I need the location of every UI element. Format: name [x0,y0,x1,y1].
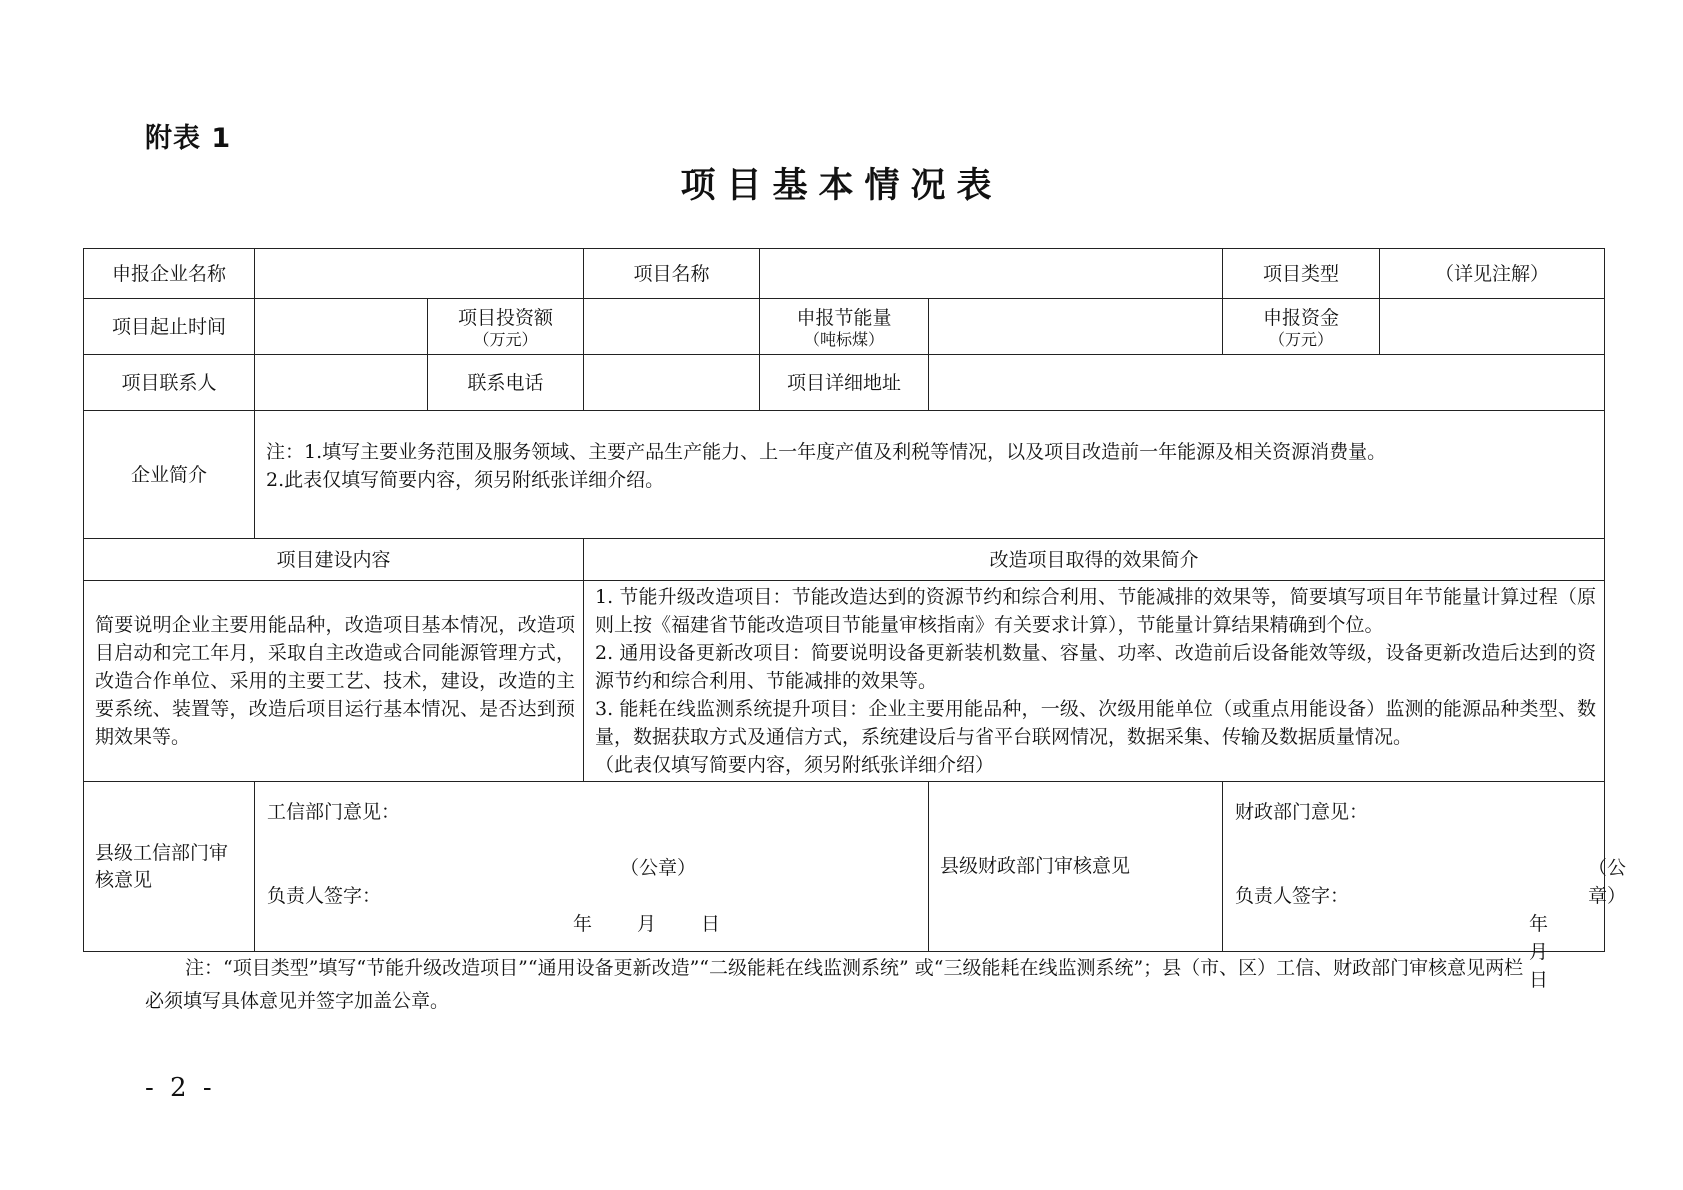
company-name-label: 申报企业名称 [84,249,255,299]
finance-date-year: 年 [1529,913,1549,935]
finance-date-day: 日 [1529,969,1549,991]
footnote-text: 注：“项目类型”填写“节能升级改造项目”“通用设备更新改造”“二级能耗在线监测系统” 或“三级能耗在线监测系统”；县（市、区）工信、财政部门审核意见两栏必须填写具体意见并签字加盖公章。 [145,957,1524,1012]
company-intro-field[interactable] [255,411,1605,539]
industry-date-month: 月 [637,913,657,935]
industry-date-day: 日 [701,913,721,935]
finance-seal: （公章） [1588,857,1627,907]
energy-saving-label-cell [760,299,929,355]
address-label: 项目详细地址 [760,355,929,411]
energy-saving-label: 申报节能量 [796,306,892,329]
company-intro-label: 企业简介 [84,411,255,539]
investment-label: 项目投资额 [457,306,553,329]
construction-content-field[interactable] [84,581,584,782]
energy-saving-unit: （吨标煤） [803,329,884,349]
effect-item-3: 3. 能耗在线监测系统提升项目：企业主要用能品种，一级、次级用能单位（或重点用能设备）监测的能源品种类型、数量，数据获取方式及通信方式，系统建设后与省平台联网情况，数据采集、传输及数据质量情况。 [595,698,1596,748]
project-type-label: 项目类型 [1223,249,1380,299]
intro-note-line1: 注：1.填写主要业务范围及服务领域、主要产品生产能力、上一年度产值及利税等情况，以及项目改造前一年能源及相关资源消费量。 [266,440,1387,463]
company-name-field[interactable] [255,249,584,299]
contact-person-label: 项目联系人 [84,355,255,411]
address-field[interactable] [929,355,1605,411]
intro-note-line2: 2.此表仅填写简要内容，须另附纸张详细介绍。 [266,468,665,491]
funding-label-cell [1223,299,1380,355]
construction-content-text: 简要说明企业主要用能品种，改造项目基本情况，改造项目启动和完工年月，采取自主改造或合同能源管理方式，改造合作单位、采用的主要工艺、技术，建设，改造的主要系统、装置等，改造后项目运行基本情况、是否达到预期效果等。 [95,614,575,748]
footnote [145,952,1535,1018]
industry-date-year: 年 [573,913,593,935]
project-type-field[interactable]: （详见注解） [1380,249,1605,299]
funding-unit: （万元） [1268,329,1333,349]
effect-summary-header: 改造项目取得的效果简介 [584,539,1605,581]
project-name-label: 项目名称 [584,249,760,299]
page-title: 项目基本情况表 [680,166,1003,206]
investment-unit: （万元） [473,329,538,349]
industry-signature-label: 负责人签字： [267,885,382,907]
annex-label: 附表 1 [145,123,232,154]
finance-date-month: 月 [1529,941,1549,963]
effect-summary-field[interactable] [584,581,1605,782]
finance-date [1529,910,1604,994]
funding-label: 申报资金 [1262,306,1339,329]
effect-item-1: 1. 节能升级改造项目：节能改造达到的资源节约和综合利用、节能减排的效果等，简要填写项目年节能量计算过程（原则上按《福建省节能改造项目节能量审核指南》有关要求计算），节能量计算结果精确到个位。 [595,586,1596,636]
effect-item-4: （此表仅填写简要内容，须另附纸张详细介绍） [595,754,995,776]
energy-saving-field[interactable] [929,299,1223,355]
investment-label-cell [428,299,584,355]
project-name-field[interactable] [760,249,1223,299]
industry-review-field[interactable] [255,782,929,952]
funding-field[interactable] [1380,299,1605,355]
phone-field[interactable] [584,355,760,411]
project-period-label: 项目起止时间 [84,299,255,355]
industry-seal: （公章） [620,857,697,879]
industry-review-label: 县级工信部门审核意见 [84,782,255,952]
finance-opinion-label: 财政部门意见： [1235,801,1369,823]
investment-field[interactable] [584,299,760,355]
industry-date [573,910,720,938]
finance-review-label: 县级财政部门审核意见 [929,782,1223,952]
page-number: - 2 - [145,1073,216,1103]
industry-opinion-label: 工信部门意见： [267,801,401,823]
project-period-field[interactable] [255,299,428,355]
finance-review-field[interactable] [1223,782,1627,991]
construction-content-header: 项目建设内容 [84,539,584,581]
effect-item-2: 2. 通用设备更新改项目：简要说明设备更新装机数量、容量、功率、改造前后设备能效等级，设备更新改造后达到的资源节约和综合利用、节能减排的效果等。 [595,642,1596,692]
contact-person-field[interactable] [255,355,428,411]
finance-signature-label: 负责人签字： [1235,885,1350,907]
phone-label: 联系电话 [428,355,584,411]
